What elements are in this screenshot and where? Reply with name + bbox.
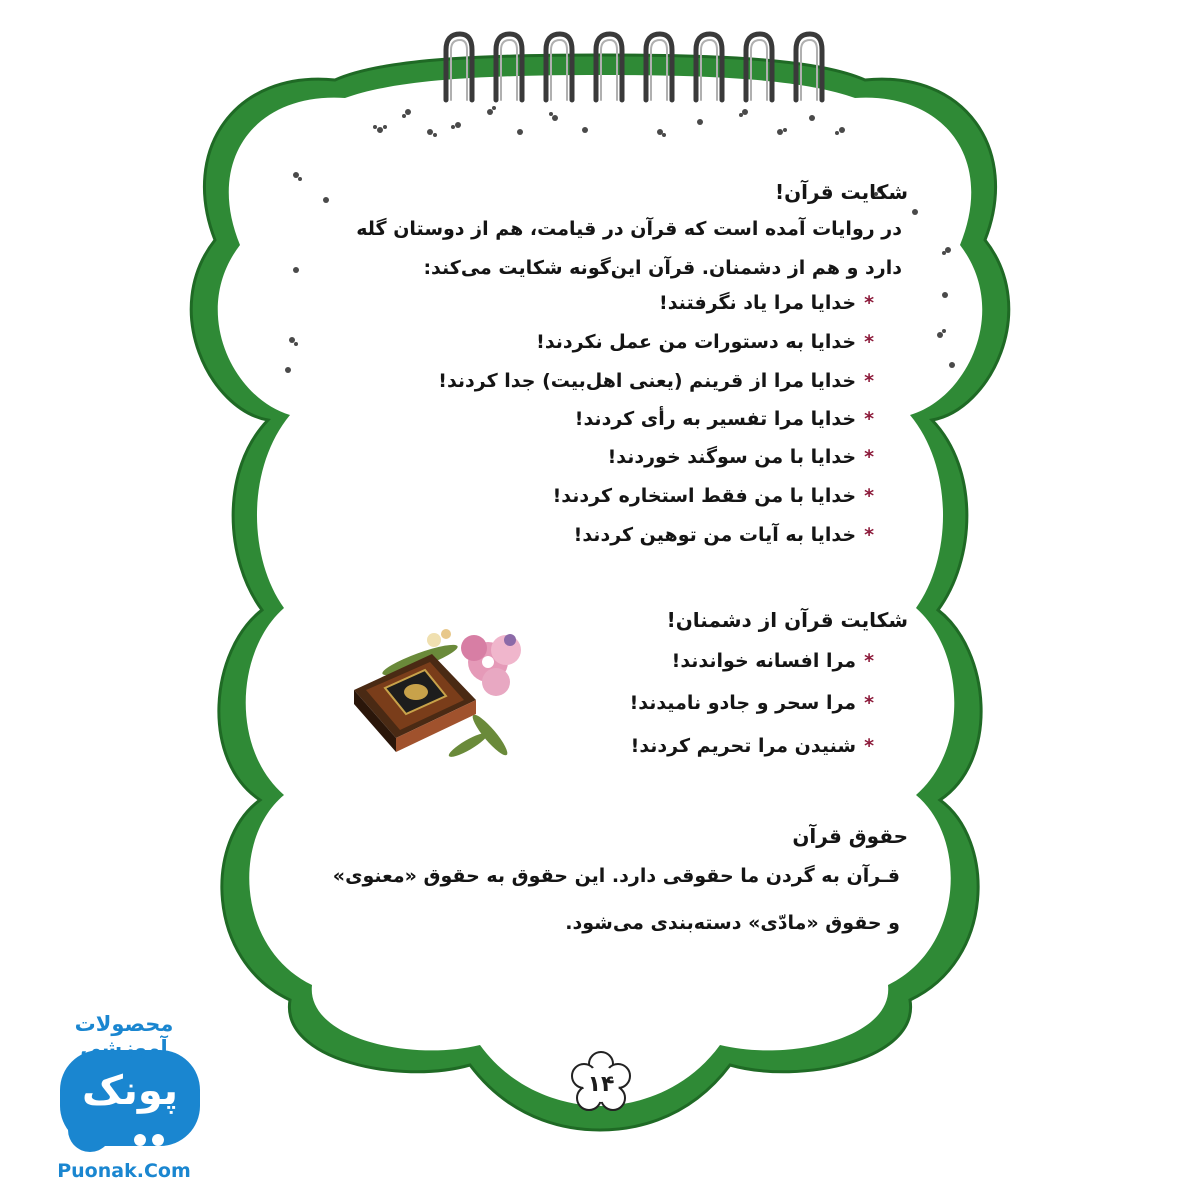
section3-title: حقوق قرآن (792, 824, 908, 848)
bullet-icon: * (864, 446, 874, 468)
section2-item: *شنیدن مرا تحریم کردند! (630, 735, 874, 757)
section3-line2: و حقوق «مادّی» دسته‌بندی می‌شود. (565, 912, 900, 934)
section1-item: *خدایا مرا تفسیر به رأی کردند! (574, 408, 874, 430)
section3-line1: قـرآن به گردن ما حقوقی دارد. این حقوق به حقوق «معنوی» (332, 865, 900, 887)
section1-title: شکایت قرآن! (774, 180, 908, 204)
section1-intro-line1: در روایات آمده است که قرآن در قیامت، هم از دوستان گله (356, 218, 902, 240)
bullet-icon: * (864, 735, 874, 757)
page-number: ۱۴ (587, 1072, 615, 1097)
section1-item: *خدایا مرا یاد نگرفتند! (659, 292, 874, 314)
section2-item: *مرا افسانه خواندند! (671, 650, 874, 672)
section1-item: *خدایا با من فقط استخاره کردند! (552, 485, 874, 507)
watermark-url: Puonak.Com (57, 1160, 191, 1182)
bullet-icon: * (864, 408, 874, 430)
section1-item: *خدایا با من سوگند خوردند! (607, 446, 874, 468)
watermark-title: محصولات آموزشی (74, 1012, 174, 1060)
bullet-icon: * (864, 692, 874, 714)
bullet-icon: * (864, 331, 874, 353)
bullet-icon: * (864, 370, 874, 392)
watermark-logo-text: پونک (81, 1068, 179, 1114)
section2-title: شکایت قرآن از دشمنان! (666, 608, 908, 632)
bullet-icon: * (864, 524, 874, 546)
section1-item: *خدایا به آیات من توهین کردند! (573, 524, 874, 546)
section1-item: *خدایا مرا از قرینم (یعنی اهل‌بیت) جدا کردند! (438, 370, 874, 392)
section2-item: *مرا سحر و جادو نامیدند! (629, 692, 874, 714)
section1-item: *خدایا به دستورات من عمل نکردند! (536, 331, 874, 353)
section1-intro-line2: دارد و هم از دشمنان. قرآن این‌گونه شکایت می‌کند: (423, 257, 902, 279)
bullet-icon: * (864, 485, 874, 507)
bullet-icon: * (864, 650, 874, 672)
bullet-icon: * (864, 292, 874, 314)
